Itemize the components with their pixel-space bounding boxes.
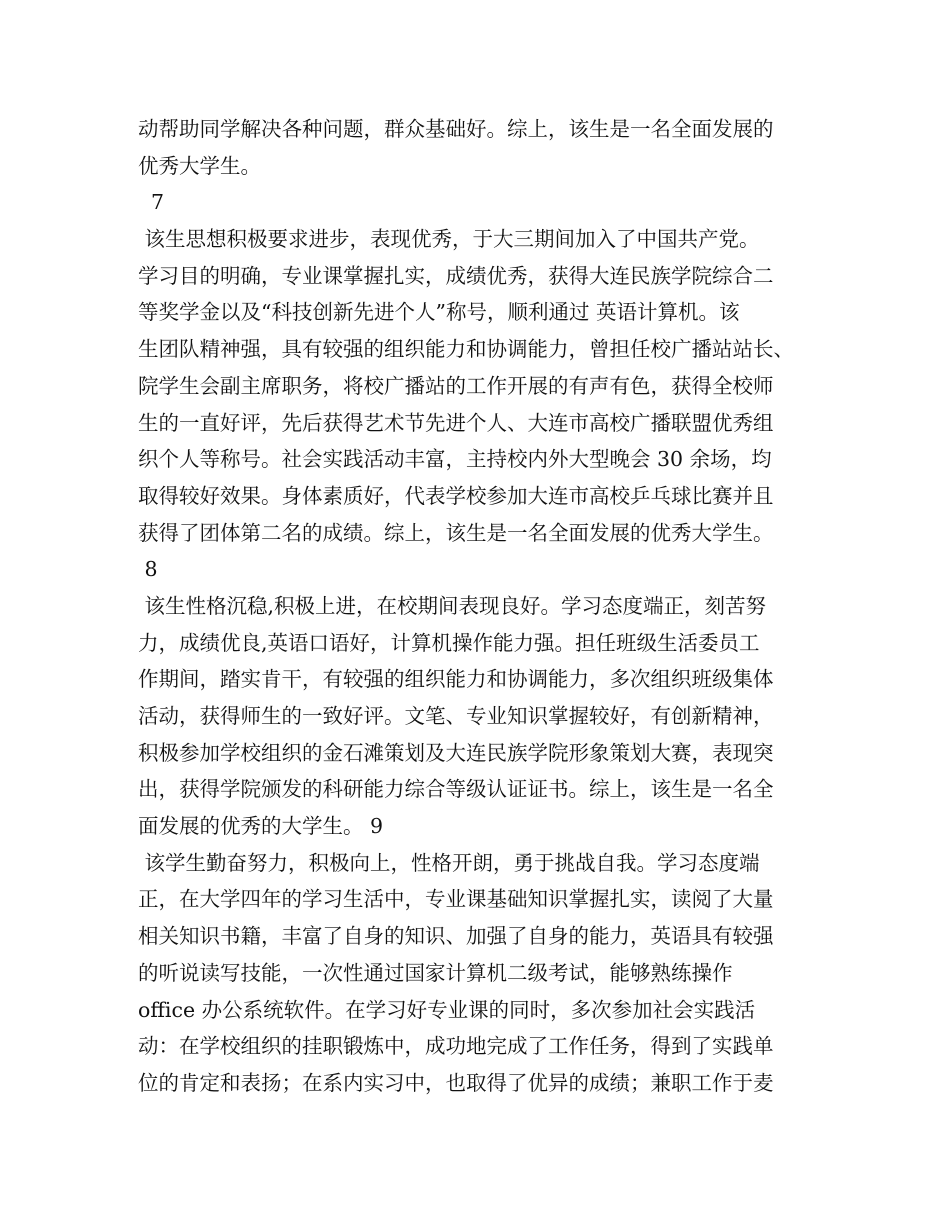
text-line: 出，获得学院颁发的科研能力综合等级认证证书。综上，该生是一名全: [138, 777, 774, 802]
text-line: 积极参加学校组织的金石滩策划及大连民族学院形象策划大赛，表现突: [138, 740, 774, 765]
text-line: office 办公系统软件。在学习好专业课的同时，多次参加社会实践活: [138, 997, 756, 1022]
text-line: 该生思想积极要求进步，表现优秀，于大三期间加入了中国共产党。: [138, 227, 760, 252]
text-line: 优秀大学生。: [138, 153, 261, 178]
text-line: 力，成绩优良,英语口语好，计算机操作能力强。担任班级生活委员工: [138, 630, 760, 655]
entry-number: 7: [138, 190, 165, 215]
text-line: 相关知识书籍，丰富了自身的知识、加强了自身的能力，英语具有较强: [138, 924, 774, 949]
text-line: 该学生勤奋努力，积极向上，性格开朗，勇于挑战自我。学习态度端: [138, 850, 760, 875]
text-line: 活动，获得师生的一致好评。文笔、专业知识掌握较好，有创新精神，: [138, 704, 774, 728]
text-line: 位的肯定和表扬；在系内实习中，也取得了优异的成绩；兼职工作于麦: [138, 1070, 774, 1095]
text-line: 等奖学金以及“科技创新先进个人”称号，顺利通过 英语计算机。该: [138, 300, 740, 325]
text-line: 织个人等称号。社会实践活动丰富，主持校内外大型晚会 30 余场，均: [138, 447, 772, 472]
text-line: 院学生会副主席职务，将校广播站的工作开展的有声有色，获得全校师: [138, 373, 774, 398]
text-line: 动帮助同学解决各种问题，群众基础好。综上，该生是一名全面发展的: [138, 117, 774, 141]
document-body: [138, 111, 838, 1102]
text-line: 生的一直好评，先后获得艺术节先进个人、大连市高校广播联盟优秀组: [138, 410, 774, 435]
text-line: 动：在学校组织的挂职锻炼中，成功地完成了工作任务，得到了实践单: [138, 1034, 774, 1059]
text-line: 正，在大学四年的学习生活中，专业课基础知识掌握扎实，读阅了大量: [138, 887, 774, 912]
text-line: 的听说读写技能，一次性通过国家计算机二级考试，能够熟练操作: [138, 960, 733, 985]
text-line: 该生性格沉稳,积极上进，在校期间表现良好。学习态度端正，刻苦努: [138, 593, 767, 618]
text-line: 学习目的明确，专业课掌握扎实，成绩优秀，获得大连民族学院综合二: [138, 263, 774, 288]
text-line: 取得较好效果。身体素质好，代表学校参加大连市高校乒乓球比赛并且: [138, 483, 774, 508]
text-line: 面发展的优秀的大学生。 9: [138, 814, 384, 839]
text-line: 作期间，踏实肯干，有较强的组织能力和协调能力，多次组织班级集体: [138, 667, 774, 692]
entry-number: 8: [138, 557, 158, 582]
text-line: 生团队精神强，具有较强的组织能力和协调能力，曾担任校广播站站长、: [138, 337, 794, 362]
text-line: 获得了团体第二名的成绩。综上，该生是一名全面发展的优秀大学生。: [138, 520, 774, 545]
